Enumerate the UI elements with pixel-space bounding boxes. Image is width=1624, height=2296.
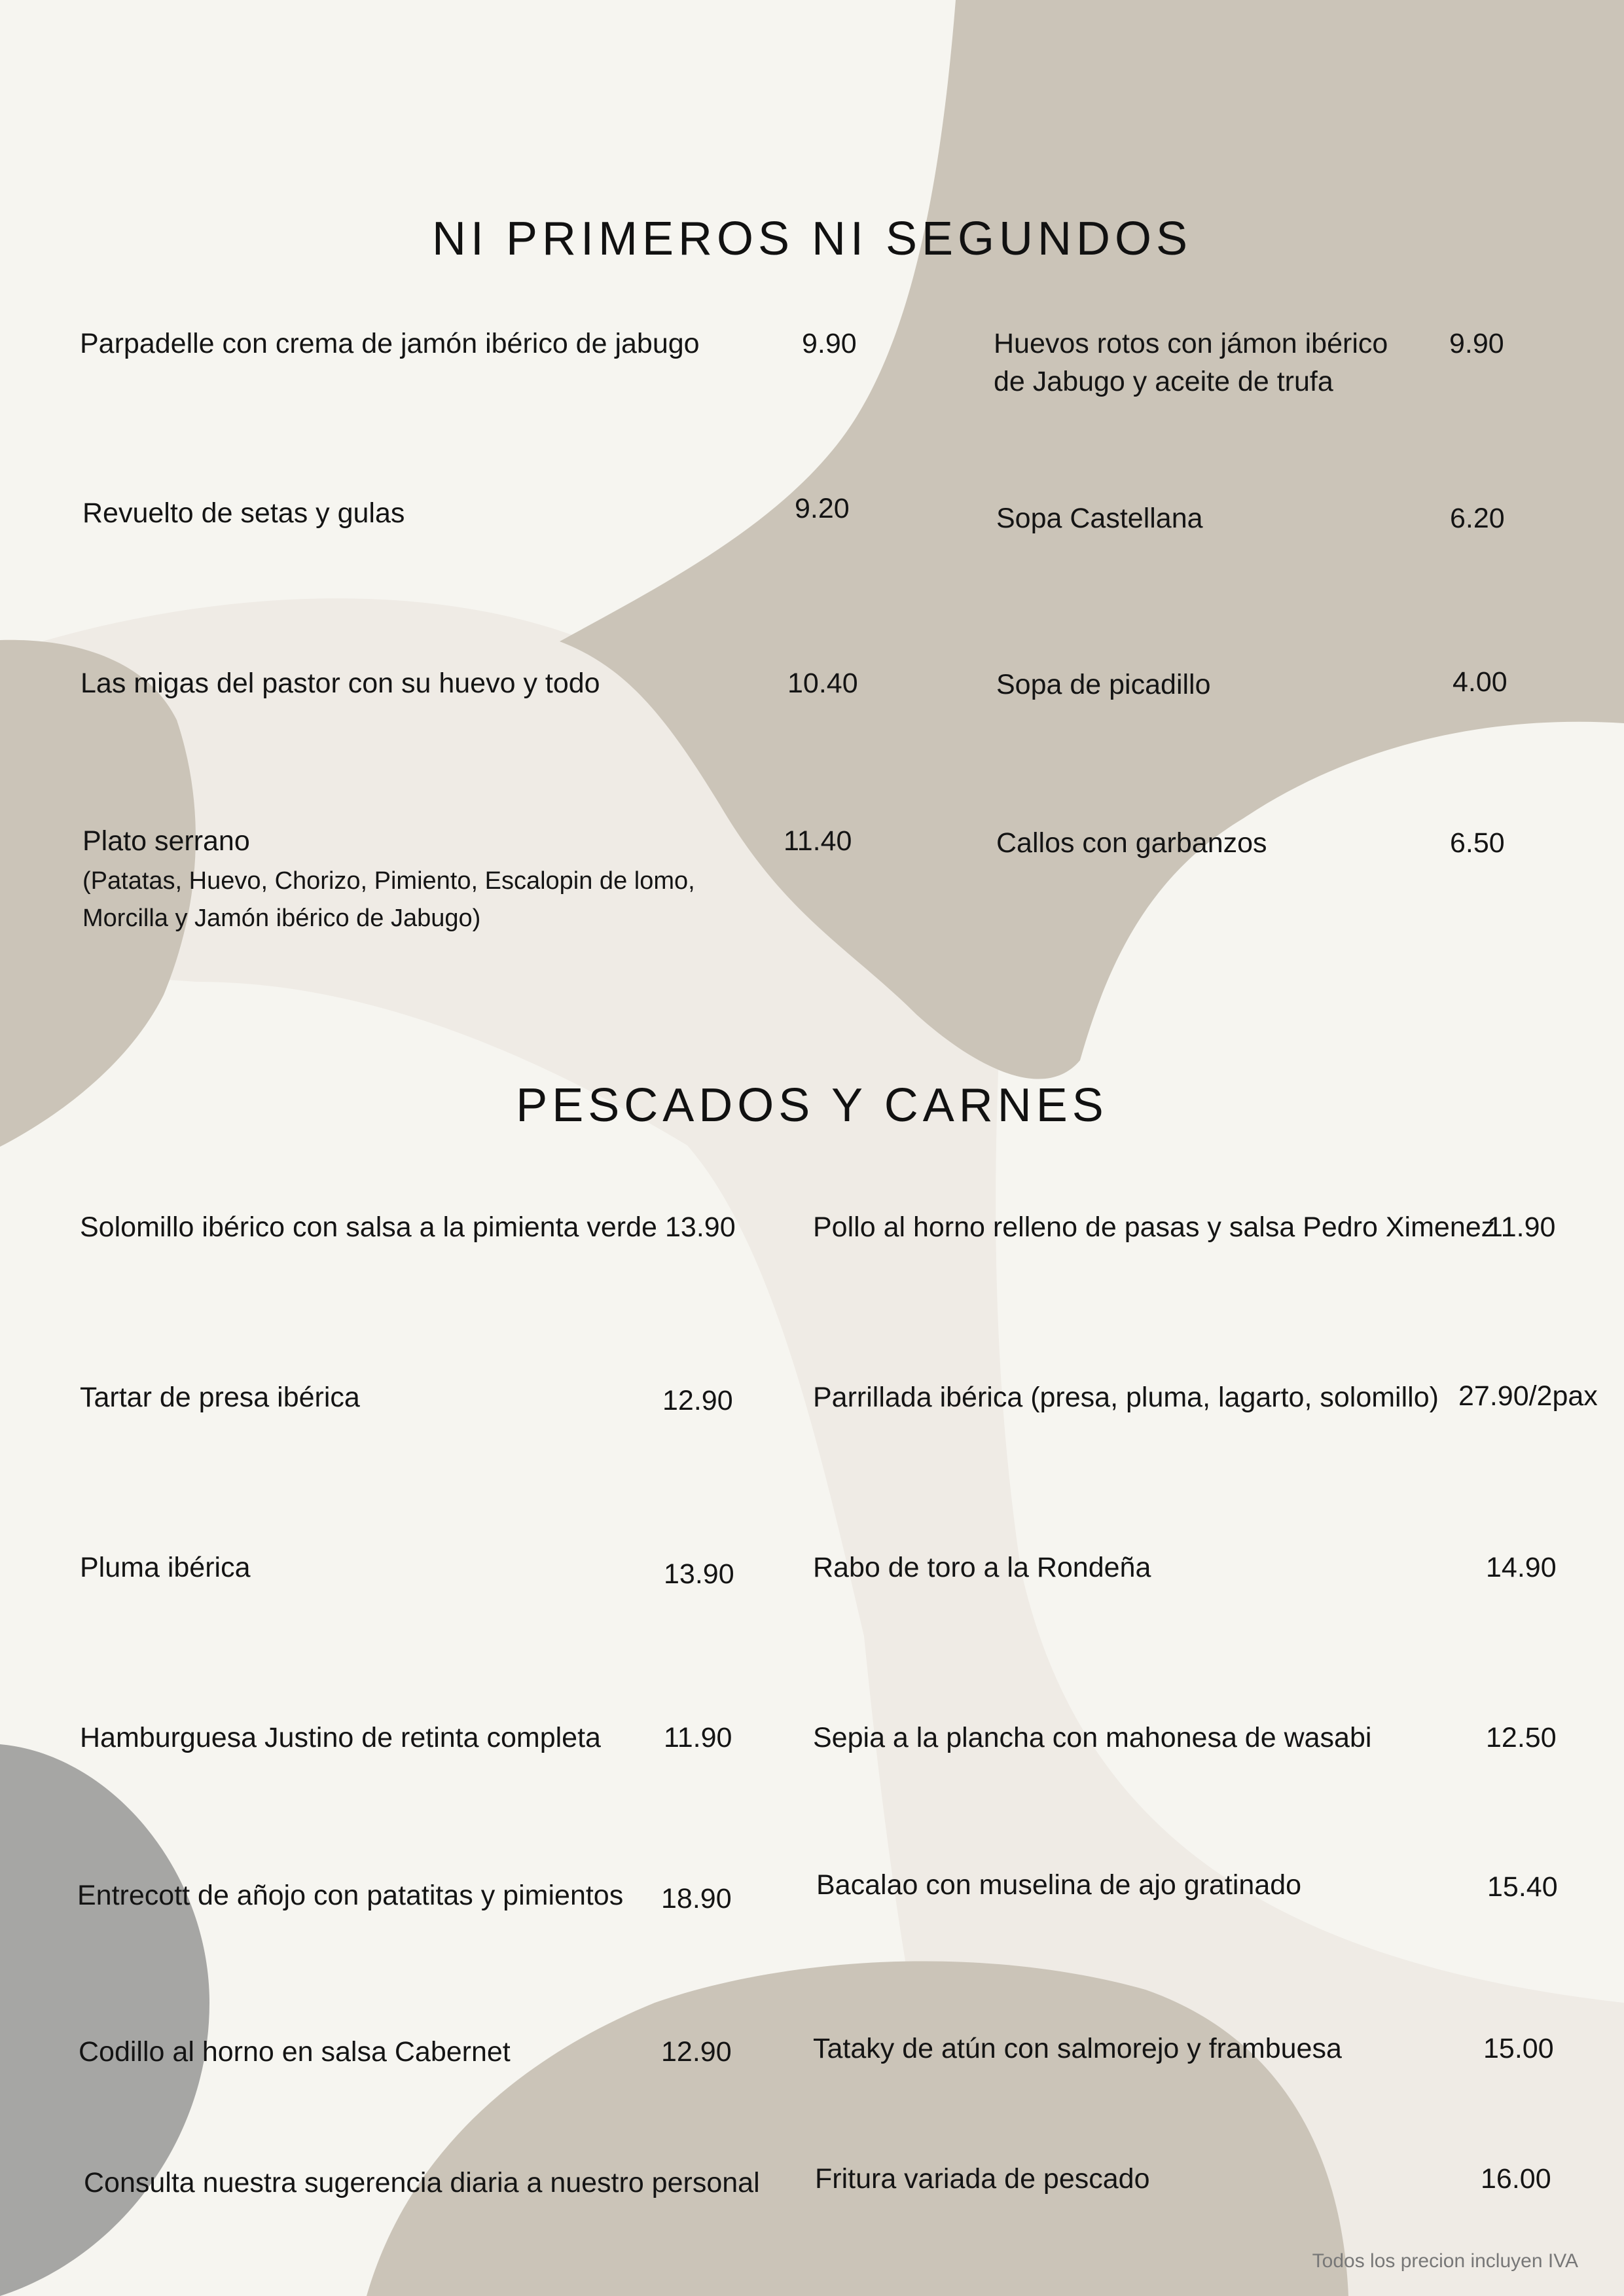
menu-item-price: 11.90 bbox=[1487, 1211, 1556, 1243]
menu-item-name: Pollo al horno relleno de pasas y salsa Pedro Ximenez bbox=[813, 1211, 1496, 1243]
menu-item-name: Revuelto de setas y gulas bbox=[82, 497, 405, 529]
menu-item-name: Codillo al horno en salsa Cabernet bbox=[79, 2036, 511, 2068]
menu-item-name: Hamburguesa Justino de retinta completa bbox=[80, 1722, 601, 1753]
menu-item-name: Las migas del pastor con su huevo y todo bbox=[81, 668, 600, 699]
menu-item-price: 14.90 bbox=[1486, 1552, 1557, 1583]
menu-item-price: 9.90 bbox=[802, 328, 857, 359]
menu-item-name: Plato serrano bbox=[82, 825, 250, 857]
menu-item-price: 13.90 bbox=[665, 1211, 736, 1243]
menu-item-price: 13.90 bbox=[664, 1558, 734, 1590]
menu-item-name: Sepia a la plancha con mahonesa de wasabi bbox=[813, 1722, 1372, 1753]
menu-item-price: 4.00 bbox=[1453, 666, 1507, 698]
menu-item-price: 18.90 bbox=[661, 1883, 732, 1914]
menu-item-price: 6.20 bbox=[1450, 503, 1505, 534]
gray-circle-shape bbox=[0, 1744, 209, 2296]
section-title-primeros: NI PRIMEROS NI SEGUNDOS bbox=[431, 213, 1193, 265]
menu-item-name: Parrillada ibérica (presa, pluma, lagarto, solomillo) bbox=[813, 1382, 1439, 1413]
menu-item-price: 11.90 bbox=[664, 1722, 732, 1753]
menu-item-name: Sopa Castellana bbox=[996, 503, 1203, 534]
menu-item-detail: Morcilla y Jamón ibérico de Jabugo) bbox=[82, 905, 481, 932]
menu-item-name: Huevos rotos con jámon ibérico bbox=[994, 328, 1388, 359]
menu-item-name: Pluma ibérica bbox=[80, 1552, 251, 1583]
menu-item-price: 9.20 bbox=[795, 493, 850, 524]
menu-item-name: Callos con garbanzos bbox=[996, 827, 1267, 859]
menu-item-name: Tataky de atún con salmorejo y frambuesa bbox=[813, 2033, 1342, 2064]
menu-item-price: 15.40 bbox=[1487, 1871, 1558, 1903]
menu-item-price: 16.00 bbox=[1481, 2163, 1551, 2195]
daily-suggestion-note: Consulta nuestra sugerencia diaria a nuestro personal bbox=[84, 2167, 760, 2198]
section-title-pescados: PESCADOS Y CARNES bbox=[516, 1079, 1108, 1132]
menu-item-price: 12.90 bbox=[662, 1385, 733, 1416]
menu-item-name: Bacalao con muselina de ajo gratinado bbox=[816, 1869, 1302, 1901]
menu-item-name: Tartar de presa ibérica bbox=[80, 1382, 360, 1413]
menu-item-price: 10.40 bbox=[787, 668, 858, 699]
menu-item-name: Entrecott de añojo con patatitas y pimientos bbox=[77, 1880, 624, 1911]
menu-item-price: 12.90 bbox=[661, 2036, 732, 2068]
menu-item-price: 27.90/2pax bbox=[1458, 1380, 1598, 1412]
menu-item-name: Fritura variada de pescado bbox=[815, 2163, 1150, 2195]
footer-note: Todos los precion incluyen IVA bbox=[1312, 2250, 1578, 2272]
menu-item-price: 9.90 bbox=[1449, 328, 1504, 359]
menu-item-price: 11.40 bbox=[784, 825, 852, 857]
menu-item-name: Solomillo ibérico con salsa a la pimienta verde bbox=[80, 1211, 657, 1243]
menu-item-price: 12.50 bbox=[1486, 1722, 1557, 1753]
menu-item-price: 15.00 bbox=[1483, 2033, 1554, 2064]
menu-item-name: Parpadelle con crema de jamón ibérico de jabugo bbox=[80, 328, 700, 359]
menu-item-detail: (Patatas, Huevo, Chorizo, Pimiento, Escalopin de lomo, bbox=[82, 867, 695, 895]
menu-item-price: 6.50 bbox=[1450, 827, 1505, 859]
menu-item-name: Sopa de picadillo bbox=[996, 669, 1211, 700]
menu-item-name: de Jabugo y aceite de trufa bbox=[994, 366, 1333, 397]
menu-item-name: Rabo de toro a la Rondeña bbox=[813, 1552, 1151, 1583]
